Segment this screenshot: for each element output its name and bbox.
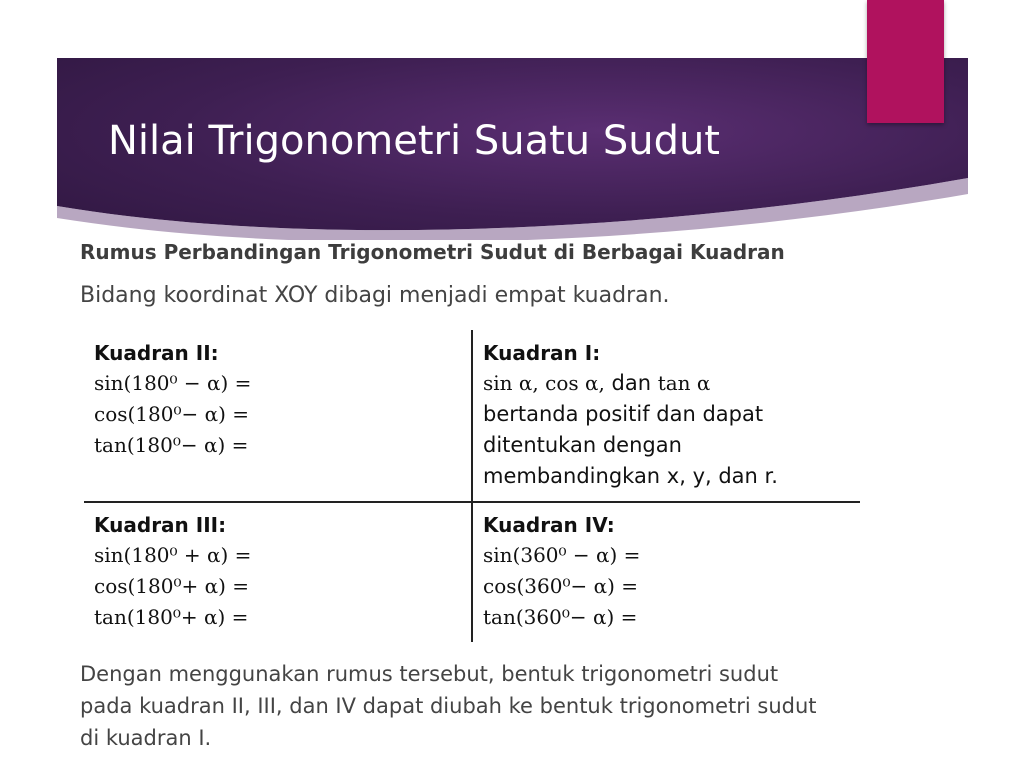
quadrant-4-cos: cos(360⁰− α) = [483, 574, 639, 598]
grid-vertical-divider [471, 330, 473, 642]
quadrant-3-cell [94, 510, 464, 633]
intro-text: Bidang koordinat XOY dibagi menjadi empat kuadran. [80, 283, 670, 308]
quadrant-1-functions [483, 368, 863, 399]
conclusion-line: di kuadran I. [80, 726, 212, 750]
quadrant-2-cell [94, 338, 464, 461]
quadrant-1-cell [483, 338, 863, 492]
quadrant-2-tan: tan(180⁰− α) = [94, 433, 249, 457]
slide-title: Nilai Trigonometri Suatu Sudut [108, 118, 720, 164]
quadrant-3-cos: cos(180⁰+ α) = [94, 574, 250, 598]
quadrant-2-heading: Kuadran II: [94, 341, 219, 365]
conclusion-text [80, 658, 980, 754]
quadrant-4-tan: tan(360⁰− α) = [483, 605, 638, 629]
quadrant-1-text-line: bertanda positif dan dapat [483, 402, 764, 426]
section-heading: Rumus Perbandingan Trigonometri Sudut di Berbagai Kuadran [80, 240, 785, 264]
quadrant-4-sin: sin(360⁰ − α) = [483, 543, 641, 567]
quadrant-4-cell [483, 510, 853, 633]
quadrant-1-text-line: ditentukan dengan [483, 433, 682, 457]
quadrant-3-sin: sin(180⁰ + α) = [94, 543, 252, 567]
quadrant-1-tan: tan α [657, 371, 711, 395]
quadrant-1-dan: dan [604, 371, 658, 395]
quadrant-2-cos: cos(180⁰− α) = [94, 402, 250, 426]
conclusion-line: Dengan menggunakan rumus tersebut, bentuk trigonometri sudut [80, 662, 779, 686]
accent-tab [867, 0, 944, 123]
quadrant-4-heading: Kuadran IV: [483, 513, 615, 537]
conclusion-line: pada kuadran II, III, dan IV dapat diubah ke bentuk trigonometri sudut [80, 694, 817, 718]
quadrant-3-heading: Kuadran III: [94, 513, 227, 537]
quadrant-1-heading: Kuadran I: [483, 341, 601, 365]
quadrant-1-sin-cos: sin α, cos α, [483, 371, 605, 395]
quadrant-1-text-line: membandingkan x, y, dan r. [483, 464, 778, 488]
quadrant-2-sin: sin(180⁰ − α) = [94, 371, 252, 395]
quadrant-3-tan: tan(180⁰+ α) = [94, 605, 249, 629]
grid-horizontal-divider [84, 501, 860, 503]
